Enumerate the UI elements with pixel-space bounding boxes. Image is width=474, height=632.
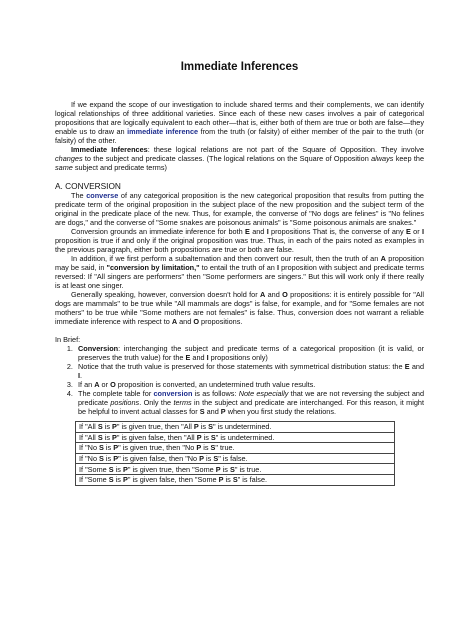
table-cell: If "No S is P" is given false, then "No P is S" is false. xyxy=(76,453,395,464)
term-converse: converse xyxy=(86,191,119,200)
term-immediate-inference: immediate inference xyxy=(127,127,199,136)
conversion-paragraph-3: In addition, if we first perform a subalternation and then convert our result, then the truth of an A proposition may be said, in "conversion by limitation," to entail the truth of an I proposition with subject and predicate terms reversed: If "All singers are performers" then "Some performers are singers." But this will work only if there really is at least one singer. xyxy=(55,254,424,290)
conversion-paragraph-4: Generally speaking, however, conversion doesn't hold for A and O propositions: it is entirely possible for "All dogs are mammals" to be true while "All mammals are dogs" is false, for example, and for "Some females are not mothers" to be true while "Some mothers are not females" is false. Thus, conversion does not warrant a reliable immediate inference with respect to A and O propositions. xyxy=(55,290,424,326)
list-item: 3. If an A or O proposition is converted, an undetermined truth value results. xyxy=(75,380,424,389)
in-brief-list xyxy=(55,344,424,416)
page-title: Immediate Inferences xyxy=(180,61,299,73)
table-row xyxy=(76,453,395,464)
list-item: 4. The complete table for conversion is as follows: Note especially that we are not reversing the subject and predicate positions. Only the terms in the subject and predicate are interchanged. For this reason, it might be helpful to invent actual classes for S and P when you first study the relations. xyxy=(75,389,424,416)
conversion-table xyxy=(75,421,395,486)
section-heading-conversion: A. CONVERSION xyxy=(55,181,121,191)
conversion-paragraph-2: Conversion grounds an immediate inference for both E and I propositions That is, the converse of any E or I proposition is true if and only if the original proposition was true. Thus, in each of the pairs noted as examples in the previous paragraph, either both propositions are true or both are false. xyxy=(55,227,424,254)
table-cell: If "Some S is P" is given false, then "Some P is S" is false. xyxy=(76,474,395,485)
table-cell: If "All S is P" is given false, then "All P is S" is undetermined. xyxy=(76,432,395,443)
term-conversion: conversion xyxy=(153,389,193,398)
conversion-paragraph-1: The converse of any categorical proposition is the new categorical proposition that results from putting the predicate term of the original proposition in the subject place of the new proposition and the subject term of the original in the predicate place of the new. Thus, for example, the converse of "No dogs are felines" is "No felines are dogs," and the converse of "Some snakes are poisonous animals" is "Some poisonous animals are snakes." xyxy=(55,191,424,227)
intro-paragraph-1: If we expand the scope of our investigation to include shared terms and their complements, we can identify logical relationships of three additional varieties. Since each of these new cases involves a pair of categorical propositions that are logically equivalent to each other—that is, either both of them are true or both are false—they enable us to draw an immediate inference from the truth (or falsity) of either member of the pair to the truth (or falsity) of the other. xyxy=(55,100,424,145)
table-row xyxy=(76,432,395,443)
table-cell: If "Some S is P" is given true, then "Some P is S" is true. xyxy=(76,464,395,475)
table-row xyxy=(76,464,395,475)
table-cell: If "All S is P" is given true, then "All P is S" is undetermined. xyxy=(76,422,395,433)
intro-paragraph-2: Immediate Inferences: these logical relations are not part of the Square of Opposition. They involve changes to the subject and predicate classes. (The logical relations on the Square of Opposition always keep the same subject and predicate terms) xyxy=(55,145,424,172)
in-brief-heading: In Brief: xyxy=(55,335,81,344)
table-row xyxy=(76,422,395,433)
table-row xyxy=(76,474,395,485)
list-item: 1. Conversion: interchanging the subject and predicate terms of a categorical proposition (it is valid, or preserves the truth value) for the E and I propositions only) xyxy=(75,344,424,362)
list-item: 2. Notice that the truth value is preserved for those statements with symmetrical distribution status: the E and I. xyxy=(75,362,424,380)
table-cell: If "No S is P" is given true, then "No P is S" true. xyxy=(76,443,395,454)
table-row xyxy=(76,443,395,454)
term-conversion-by-limitation: "conversion by limitation," xyxy=(106,263,200,272)
